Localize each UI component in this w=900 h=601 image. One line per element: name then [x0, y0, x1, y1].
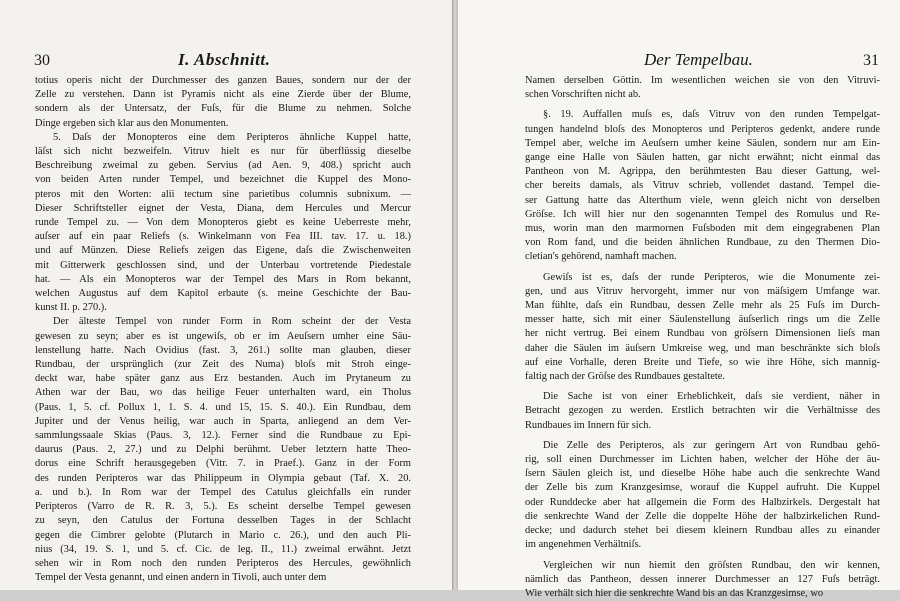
- text-line: Dieser Schriftsteller eignet der Vesta, Diana, dem Hercules und Mercur: [35, 202, 411, 214]
- right-page: [458, 0, 900, 599]
- text-line: gegen die Cimbrer gelobte (Plutarch in Mario c. 26.), und den auch Pli-: [35, 529, 411, 541]
- text-line: Gewiſs ist es, daſs der runde Peripteros, wie die Monumente zei-: [543, 271, 880, 283]
- text-line: Zelle zu verstehen. Dann ist Pyramis nicht als eine Zierde über der Blume,: [35, 89, 411, 101]
- text-line: sondern als der Untersatz, der Fuſs, für die Blume zu nehmen. Solche: [35, 103, 411, 115]
- text-line: oder Runddecke aber hat allgemein die Form des Halbzirkels. Dergestalt hat: [525, 496, 880, 508]
- text-line: Namen derselben Göttin. Im wesentlichen weichen sie von den Vitruvi-: [525, 75, 880, 86]
- text-line: von Rom fand, und die beiden ähnlichen Rundbaue, zu den Thermen Dio-: [525, 237, 880, 249]
- text-line: Dinge ergeben sich klar aus den Monumenten.: [35, 117, 229, 129]
- left-page-text: [35, 74, 411, 585]
- text-line: Rundbau, der ursprünglich (zur Zeit des Numa) bloſs mit Stroh einge-: [35, 359, 411, 371]
- text-line: Vergleichen wir nun hiemit den gröſsten Rundbau, den wir kennen,: [543, 559, 880, 571]
- text-line: pteros mit den Worten: alii tectum sine parietibus columnis subnixum. —: [35, 188, 411, 200]
- text-line: Pantheon von M. Agrippa, den berühmtesten Bau dieser Gattung, wel-: [525, 166, 880, 178]
- text-line: kunst II. p. 270.).: [35, 302, 107, 314]
- text-line: gewesen zu seyn; aber es ist ungewiſs, ob er im Aeuſsern umher eine Säu-: [35, 330, 411, 342]
- text-line: mus, worin man den marmornen Fuſsboden mit dem eingegrabenen Plan: [525, 223, 880, 235]
- text-line: Man fühlte, daſs ein Rundbau, dessen Zelle mehr als 25 Fuſs im Durch-: [525, 300, 880, 312]
- text-line: Athen war der Bau, wo das heilige Feuer unterhalten ward, ein Tholus: [35, 387, 411, 399]
- text-line: ſsern Säulen gleich ist, und dieselbe Höhe habe auch die senkrechte Wand: [525, 468, 880, 480]
- text-line: Der älteste Tempel von runder Form in Rom scheint der der Vesta: [53, 316, 411, 328]
- text-line: ser Gattung hatte das Alterthum viele, wenn gleich nicht von derselben: [525, 194, 880, 206]
- text-line: Wie verhält sich hier die senkrechte Wand bis an das Kranzgesimse, wo: [525, 587, 824, 599]
- left-page-number: 30: [34, 52, 50, 69]
- text-line: runde Tempel zu. — Von dem Monopteros giebt es keine Ueberreste mehr,: [35, 217, 411, 229]
- text-line: gen, und aus Vitruv hervorgeht, immer nur von mäſsigem Umfange war.: [525, 285, 880, 297]
- text-line: mit Gitterwerk geschlossen sind, und der Unterbau vortretende Piedestale: [35, 259, 411, 271]
- text-line: daher die Säulen im äuſsern Umkreise weg, und man beschränkte sich bloſs: [525, 342, 880, 354]
- text-line: Die Sache ist von einer Erheblichkeit, daſs sie verdient, näher in: [543, 391, 880, 403]
- text-line: Die Zelle des Peripteros, als zur geringern Art von Rundbau gehö-: [543, 439, 880, 451]
- text-line: cher bereits damals, als Vitruv schrieb, vollendet dastand. Tempel die-: [525, 180, 880, 192]
- text-line: daurus (Paus. 2, 27.) und zu Delphi berühmt. Ueber letztern hatte Theo-: [35, 444, 411, 456]
- text-line: der Zelle bis zum Kranzgesimse, worauf die Kuppel aufruht. Die Kuppel: [525, 482, 880, 494]
- text-line: Tempel aber, welche im Aeuſsern umher keine Säulen, sondern nur am Ein-: [525, 137, 880, 149]
- text-line: totius operis nicht der Durchmesser des ganzen Baues, sondern nur der der: [35, 75, 411, 86]
- text-line: gange eine Halle von Säulen hatten, gar nicht erwähnt; nicht einmal das: [525, 152, 880, 164]
- text-line: decke; und dadurch stehet bei diesem kleinern Rundbau alles zu einander: [525, 525, 880, 537]
- text-line: (Paus. 1, 5. cf. Pollux 1, 1. S. 4. und 15, 15. S. 40.). Ein Rundbau, dem: [35, 401, 411, 413]
- text-line: des runden Peripteros war das Philippeum in Olympia gebaut (Taf. X. 20.: [35, 472, 411, 484]
- text-line: zu seyn, den Catulus der Fortuna desselben Tages in der Schlacht: [35, 515, 411, 527]
- text-line: Peripteros (Varro de R. R. 3, 5.). Es scheint derselbe Tempel gewesen: [35, 501, 411, 513]
- text-line: cletian's gehörend, namhaft machen.: [525, 251, 677, 263]
- text-line: Rundbaues im Innern für sich.: [525, 419, 652, 431]
- text-line: von beiden Arten runder Tempel, und bezeichnet die Kuppel des Mono-: [35, 174, 411, 186]
- text-line: auſser auf ein paar Reliefs (s. Winkelmann von Fea III. tav. 17. u. 18.): [35, 231, 411, 243]
- text-line: sehen wir in Rom noch den runden Peripteros des Hercules, gewöhnlich: [35, 557, 411, 569]
- text-line: und auf Münzen. Diese Reliefs zeigen das Eigene, daſs die Zwischenweiten: [35, 245, 411, 257]
- text-line: Beschreibung zweimal zu geben. Servius (ad Aen. 9, 408.) spricht auch: [35, 160, 411, 172]
- text-line: nämlich das Pantheon, dessen innerer Durchmesser an 127 Fuſs beträgt.: [525, 573, 880, 585]
- text-line: 5. Daſs der Monopteros eine dem Peripteros ähnliche Kuppel hatte,: [53, 131, 411, 143]
- text-line: messer hatte, sich mit einer Säulenstellung äuſserlich rings um die Zelle: [525, 314, 880, 326]
- text-line: tungen handelnd bloſs des Monopteros und Peripteros gedenkt, andere runde: [525, 123, 880, 135]
- text-line: rig, soll einen Durchmesser im Lichten haben, welcher der Höhe der äu-: [525, 454, 880, 466]
- text-line: dorus eine Schrift herausgegeben (Vitr. 7. in Praef.). Ganz in der Form: [35, 458, 411, 470]
- text-line: sammlungssaale Skias (Paus. 3, 12.). Ferner sind die Rundbaue zu Epi-: [35, 430, 411, 442]
- right-running-title: Der Tempelbau.: [644, 50, 753, 69]
- left-page: [0, 0, 452, 590]
- text-line: nius (34, 19. S. 1, und 5. cf. Cic. de leg. II., 11.) zweimal erwähnt. Jetzt: [35, 543, 411, 555]
- text-line: faltig nach der Gröſse des Rundbaues gestaltete.: [525, 371, 725, 383]
- text-line: a. und b.). In Rom war der Tempel des Catulus gleichfalls ein runder: [35, 486, 411, 498]
- text-line: im angenehmen Verhältniſs.: [525, 539, 642, 551]
- text-line: hat. — Als ein Monopteros war der Tempel des Mars in Rom bekannt,: [35, 273, 411, 285]
- text-line: lenstellung hatte. Nach Ovidius (fast. 3, 261.) sollte man glauben, dieser: [35, 344, 411, 356]
- text-line: Tempel der Vesta genannt, und einen andern in Tivoli, auch unter dem: [35, 572, 327, 584]
- text-line: auf eine Vorhalle, deren Breite und Tiefe, so wie ihre Höhe, sich mannig-: [525, 356, 880, 368]
- left-section-heading: I. Abschnitt.: [178, 50, 271, 69]
- right-page-text: [525, 74, 880, 601]
- text-line: Gröſse. Ich will hier nur den sogenannten Tempel des Romulus und Re-: [525, 208, 880, 220]
- text-line: §. 19. Auffallen muſs es, daſs Vitruv von den runden Tempelgat-: [543, 109, 880, 121]
- right-page-number: 31: [863, 52, 879, 69]
- text-line: welchen Augustus auf dem Kapitol erbaute (s. meine Geschichte der Bau-: [35, 288, 411, 300]
- text-line: die senkrechte Wand der Zelle die doppelte Höhe der halbzirkelichen Rund-: [525, 510, 880, 522]
- text-line: Jupiter und der Venus heilig, war auch in Sparta, anliegend an dem Ver-: [35, 415, 411, 427]
- text-line: schen Vorschriften nicht ab.: [525, 89, 641, 101]
- text-line: deckt war, habe später ganz aus Erz bestanden. Auch im Prytaneum zu: [35, 373, 411, 385]
- text-line: her nicht vertrug. Bei einem Rundbau von gröſsern Dimensionen lieſs man: [525, 328, 880, 340]
- text-line: Betracht gezogen zu werden. Erstlich betrachten wir die Verhältnisse des: [525, 405, 880, 417]
- text-line: läſst sich nicht bezweifeln. Vitruv hielt es nur für überflüssig dieselbe: [35, 146, 411, 158]
